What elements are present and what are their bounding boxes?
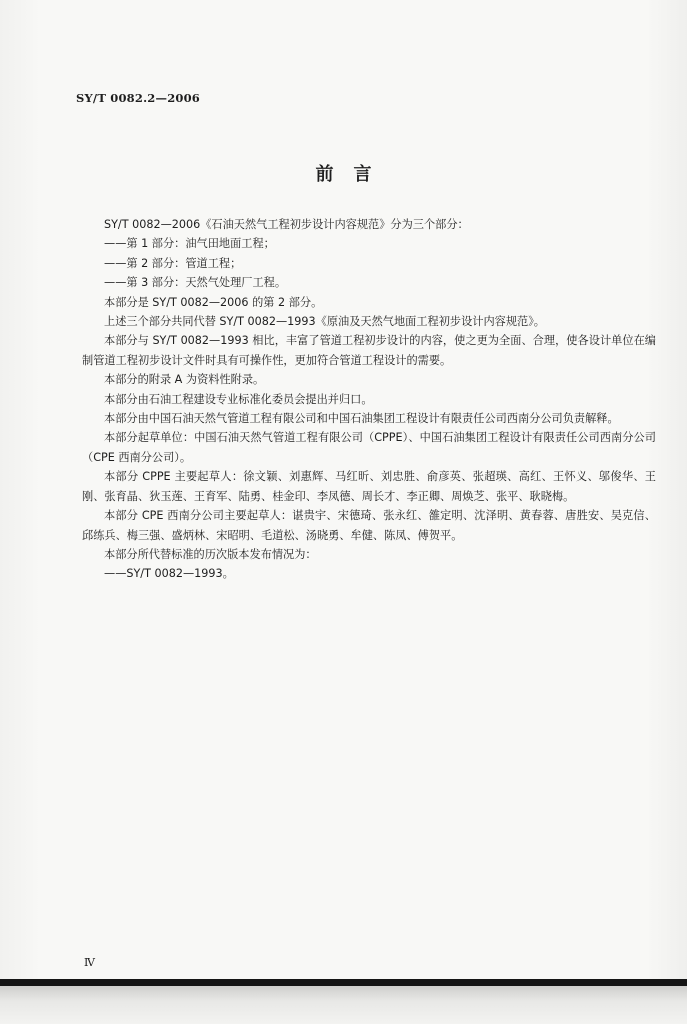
paragraph-proposed-by: 本部分由石油工程建设专业标准化委员会提出并归口。 [104,392,373,406]
paragraph-appendix: 本部分的附录 A 为资料性附录。 [104,373,265,387]
paragraph-replaces: 上述三个部分共同代替 SY/T 0082—1993《原油及天然气地面工程初步设计内容规范》。 [104,315,545,329]
paragraph-part-statement: 本部分是 SY/T 0082—2006 的第 2 部分。 [104,295,323,309]
paragraph-intro: SY/T 0082—2006《石油天然气工程初步设计内容规范》分为三个部分： [104,218,469,231]
paragraph-cpe-drafters: 本部分 CPE 西南分公司主要起草人：谌贵宇、宋德琦、张永红、雒定明、沈泽明、黄春蓉、唐胜安、吴克信、邱练兵、梅三强、盛炳林、宋昭明、毛道松、汤晓勇、牟健、陈凤、傅贺平。 [82,509,656,542]
paragraph-previous-editions: 本部分所代替标准的历次版本发布情况为： [104,547,317,561]
page-number: Ⅳ [84,956,95,969]
paragraph-interpreted-by: 本部分由中国石油天然气管道工程有限公司和中国石油集团工程设计有限责任公司西南分公司负责解释。 [104,412,619,426]
foreword-body [82,215,656,584]
page-title: 前言 [315,164,392,185]
list-item-part-2: ——第 2 部分：管道工程； [104,256,242,270]
list-item-previous-edition: ——SY/T 0082—1993。 [104,567,234,581]
paragraph-cppe-drafters: 本部分 CPPE 主要起草人：徐文颖、刘惠辉、马红昕、刘忠胜、俞彦英、张超瑛、高红、王怀义、邬俊华、王刚、张育晶、狄玉莲、王育军、陆勇、桂金印、李凤德、周长才、李正卿、周焕芝、张平、耿晓梅。 [82,470,656,503]
scan-edge-shadow [0,986,687,1024]
standard-code: SY/T 0082.2—2006 [76,91,200,105]
list-item-part-1: ——第 1 部分：油气田地面工程； [104,237,275,251]
list-item-part-3: ——第 3 部分：天然气处理厂工程。 [104,276,287,290]
paragraph-drafting-units: 本部分起草单位：中国石油天然气管道工程有限公司（CPPE）、中国石油集团工程设计有限责任公司西南分公司（CPE 西南分公司）。 [82,431,656,464]
scan-edge-bar [0,979,687,986]
paragraph-changes: 本部分与 SY/T 0082—1993 相比，丰富了管道工程初步设计的内容，使之更为全面、合理，使各设计单位在编制管道工程初步设计文件时具有可操作性，更加符合管道工程设计的需要。 [82,334,656,367]
